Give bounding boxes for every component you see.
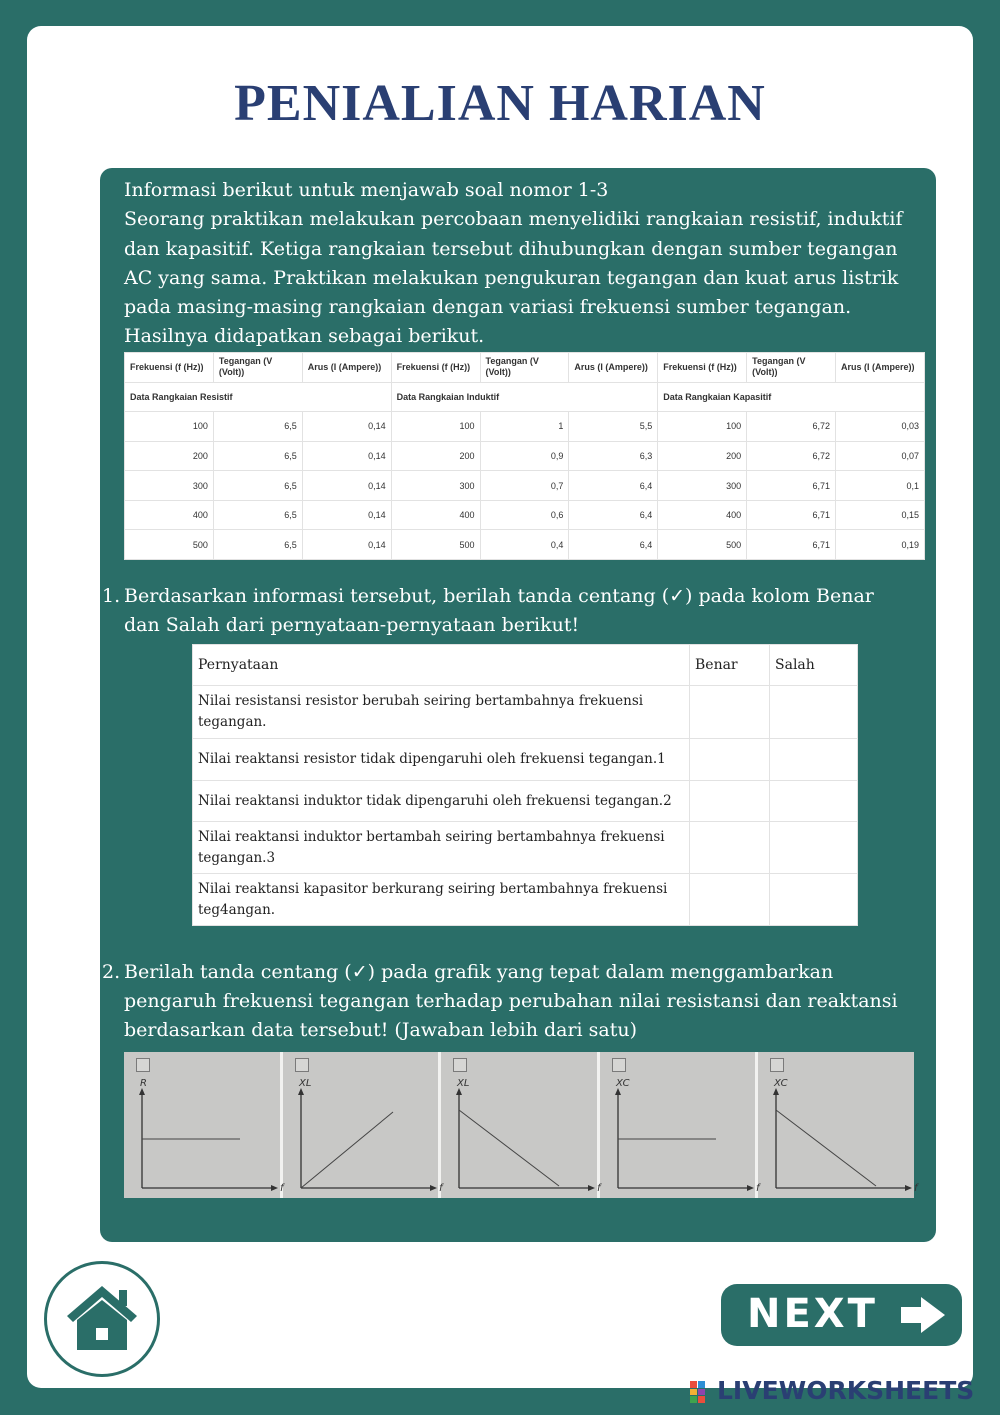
table-cell: 300 <box>125 471 214 501</box>
header-cell: Frekuensi (f (Hz)) <box>391 353 480 383</box>
group-kapasitif: Data Rangkaian Kapasitif <box>658 382 925 412</box>
table-cell: 300 <box>391 471 480 501</box>
graph-plot <box>755 1052 918 1198</box>
y-axis-label: XC <box>615 1078 630 1089</box>
x-axis-arrow <box>588 1185 595 1191</box>
table-cell: 400 <box>125 500 214 530</box>
graph-curve <box>301 1112 393 1188</box>
table-cell: 6,5 <box>213 471 302 501</box>
salah-checkbox-cell[interactable] <box>770 822 858 874</box>
x-axis-arrow <box>430 1185 437 1191</box>
table-cell: 0,14 <box>302 412 391 442</box>
brand-logo-icon <box>690 1381 718 1403</box>
table-cell: 6,5 <box>213 441 302 471</box>
table-cell: 400 <box>391 500 480 530</box>
table-cell: 6,71 <box>747 471 836 501</box>
table-cell: 6,71 <box>747 530 836 560</box>
table-cell: 0,1 <box>836 471 925 501</box>
benar-checkbox-cell[interactable] <box>690 874 770 926</box>
x-axis-arrow <box>747 1185 754 1191</box>
next-label: NEXT <box>747 1291 878 1337</box>
question-number: 2. <box>102 961 121 983</box>
table-cell: 0,14 <box>302 441 391 471</box>
table-cell: 6,5 <box>213 500 302 530</box>
data-table-header <box>125 353 925 383</box>
x-axis-arrow <box>271 1185 278 1191</box>
benar-checkbox-cell[interactable] <box>690 781 770 822</box>
graph-option <box>438 1052 601 1198</box>
question-1 <box>102 582 914 640</box>
header-salah: Salah <box>770 645 858 686</box>
salah-checkbox-cell[interactable] <box>770 781 858 822</box>
y-axis-arrow <box>139 1088 145 1095</box>
graph-plot <box>600 1052 760 1198</box>
table-cell: 0,9 <box>480 441 569 471</box>
table-cell: 6,5 <box>213 412 302 442</box>
header-cell: Arus (I (Ampere)) <box>302 353 391 383</box>
arrow-right-icon <box>899 1295 949 1335</box>
statement-text: Nilai reaktansi induktor bertambah seiring bertambahnya frekuensi tegangan.3 <box>193 822 690 874</box>
x-axis-label: f <box>914 1183 918 1194</box>
group-row <box>125 382 925 412</box>
table-cell: 500 <box>125 530 214 560</box>
x-axis-label: f <box>755 1183 760 1194</box>
table-cell: 0,03 <box>836 412 925 442</box>
table-row <box>125 441 925 471</box>
home-icon <box>47 1264 157 1374</box>
table-cell: 0,7 <box>480 471 569 501</box>
table-cell: 6,4 <box>569 530 658 560</box>
home-button[interactable] <box>44 1261 160 1377</box>
header-cell: Tegangan (V (Volt)) <box>480 353 569 383</box>
intro-text <box>124 176 924 352</box>
benar-checkbox-cell[interactable] <box>690 822 770 874</box>
table-cell: 5,5 <box>569 412 658 442</box>
header-cell: Tegangan (V (Volt)) <box>747 353 836 383</box>
table-cell: 100 <box>658 412 747 442</box>
y-axis-arrow <box>773 1088 779 1095</box>
data-table <box>124 352 925 560</box>
question-text: Berdasarkan informasi tersebut, berilah tanda centang (✓) pada kolom Benar dan Salah dari pernyataan-pernyataan berikut! <box>124 585 874 636</box>
table-cell: 6,5 <box>213 530 302 560</box>
statement-text: Nilai reaktansi kapasitor berkurang seiring bertambahnya frekuensi teg4angan. <box>193 874 690 926</box>
table-cell: 6,4 <box>569 471 658 501</box>
graph-plot <box>283 1052 443 1198</box>
page-title: PENIALIAN HARIAN <box>234 75 766 132</box>
table-row <box>125 471 925 501</box>
graph-option <box>283 1052 442 1198</box>
statement-table <box>192 644 858 926</box>
table-cell: 6,71 <box>747 500 836 530</box>
statement-row <box>193 874 858 926</box>
graph-curve <box>776 1110 876 1186</box>
table-cell: 0,15 <box>836 500 925 530</box>
table-row <box>125 530 925 560</box>
graph-option <box>600 1052 759 1198</box>
statement-row <box>193 739 858 781</box>
x-axis-arrow <box>905 1185 912 1191</box>
table-row <box>125 500 925 530</box>
x-axis-label: f <box>438 1183 443 1194</box>
table-cell: 500 <box>658 530 747 560</box>
graph-options <box>124 1052 918 1198</box>
y-axis-label: XL <box>298 1078 312 1089</box>
table-row <box>125 412 925 442</box>
table-cell: 500 <box>391 530 480 560</box>
header-pernyataan: Pernyataan <box>193 645 690 686</box>
salah-checkbox-cell[interactable] <box>770 686 858 739</box>
header-cell: Frekuensi (f (Hz)) <box>125 353 214 383</box>
table-cell: 100 <box>125 412 214 442</box>
table-cell: 0,14 <box>302 471 391 501</box>
benar-checkbox-cell[interactable] <box>690 686 770 739</box>
table-cell: 0,19 <box>836 530 925 560</box>
statement-rows <box>193 686 858 926</box>
header-cell: Frekuensi (f (Hz)) <box>658 353 747 383</box>
table-cell: 200 <box>658 441 747 471</box>
statement-header <box>193 645 858 686</box>
brand-text: LIVEWORKSHEETS <box>717 1376 975 1405</box>
question-2 <box>102 958 924 1045</box>
y-axis-label: XL <box>457 1078 470 1089</box>
table-cell: 0,14 <box>302 500 391 530</box>
graph-plot <box>438 1052 601 1198</box>
y-axis-label: XC <box>774 1078 789 1089</box>
table-cell: 6,72 <box>747 441 836 471</box>
intro-paragraph: Seorang praktikan melakukan percobaan menyelidiki rangkaian resistif, induktif dan kapasitif. Ketiga rangkaian tersebut dihubungkan dengan sumber tegangan AC yang sama. Praktikan melakukan pengukuran tegangan dan kuat arus listrik pada masing-masing rangkaian dengan variasi frekuensi sumber tegangan. Hasilnya didapatkan sebagai berikut. <box>124 208 903 348</box>
x-axis-label: f <box>597 1183 601 1194</box>
y-axis-arrow <box>456 1088 462 1095</box>
table-cell: 0,4 <box>480 530 569 560</box>
next-button[interactable] <box>721 1284 962 1346</box>
question-number: 1. <box>102 585 121 607</box>
table-cell: 300 <box>658 471 747 501</box>
brand-footer <box>690 1376 990 1406</box>
header-benar: Benar <box>690 645 770 686</box>
data-rows <box>125 412 925 560</box>
header-cell: Tegangan (V (Volt)) <box>213 353 302 383</box>
benar-checkbox-cell[interactable] <box>690 739 770 781</box>
table-cell: 6,72 <box>747 412 836 442</box>
x-axis-label: f <box>280 1183 284 1194</box>
salah-checkbox-cell[interactable] <box>770 874 858 926</box>
table-cell: 1 <box>480 412 569 442</box>
intro-heading: Informasi berikut untuk menjawab soal nomor 1-3 <box>124 179 609 201</box>
question-text: Berilah tanda centang (✓) pada grafik yang tepat dalam menggambarkan pengaruh frekuensi tegangan terhadap perubahan nilai resistansi dan reaktansi berdasarkan data tersebut! (Jawaban lebih dari satu) <box>124 961 898 1041</box>
table-cell: 200 <box>391 441 480 471</box>
y-axis-arrow <box>298 1088 304 1095</box>
statement-row <box>193 781 858 822</box>
table-cell: 100 <box>391 412 480 442</box>
graph-option <box>124 1052 283 1198</box>
statement-row <box>193 822 858 874</box>
table-cell: 0,14 <box>302 530 391 560</box>
group-resistif: Data Rangkaian Resistif <box>125 382 392 412</box>
header-cell: Arus (I (Ampere)) <box>569 353 658 383</box>
salah-checkbox-cell[interactable] <box>770 739 858 781</box>
statement-text: Nilai resistansi resistor berubah seiring bertambahnya frekuensi tegangan. <box>193 686 690 739</box>
graph-curve <box>459 1110 559 1186</box>
statement-row <box>193 686 858 739</box>
table-cell: 200 <box>125 441 214 471</box>
y-axis-arrow <box>615 1088 621 1095</box>
group-induktif: Data Rangkaian Induktif <box>391 382 658 412</box>
graph-plot <box>124 1052 284 1198</box>
statement-text: Nilai reaktansi induktor tidak dipengaruhi oleh frekuensi tegangan.2 <box>193 781 690 822</box>
table-cell: 6,3 <box>569 441 658 471</box>
table-cell: 0,6 <box>480 500 569 530</box>
table-cell: 400 <box>658 500 747 530</box>
statement-text: Nilai reaktansi resistor tidak dipengaruhi oleh frekuensi tegangan.1 <box>193 739 690 781</box>
table-cell: 6,4 <box>569 500 658 530</box>
header-cell: Arus (I (Ampere)) <box>836 353 925 383</box>
table-cell: 0,07 <box>836 441 925 471</box>
graph-option <box>755 1052 918 1198</box>
y-axis-label: R <box>140 1078 147 1089</box>
